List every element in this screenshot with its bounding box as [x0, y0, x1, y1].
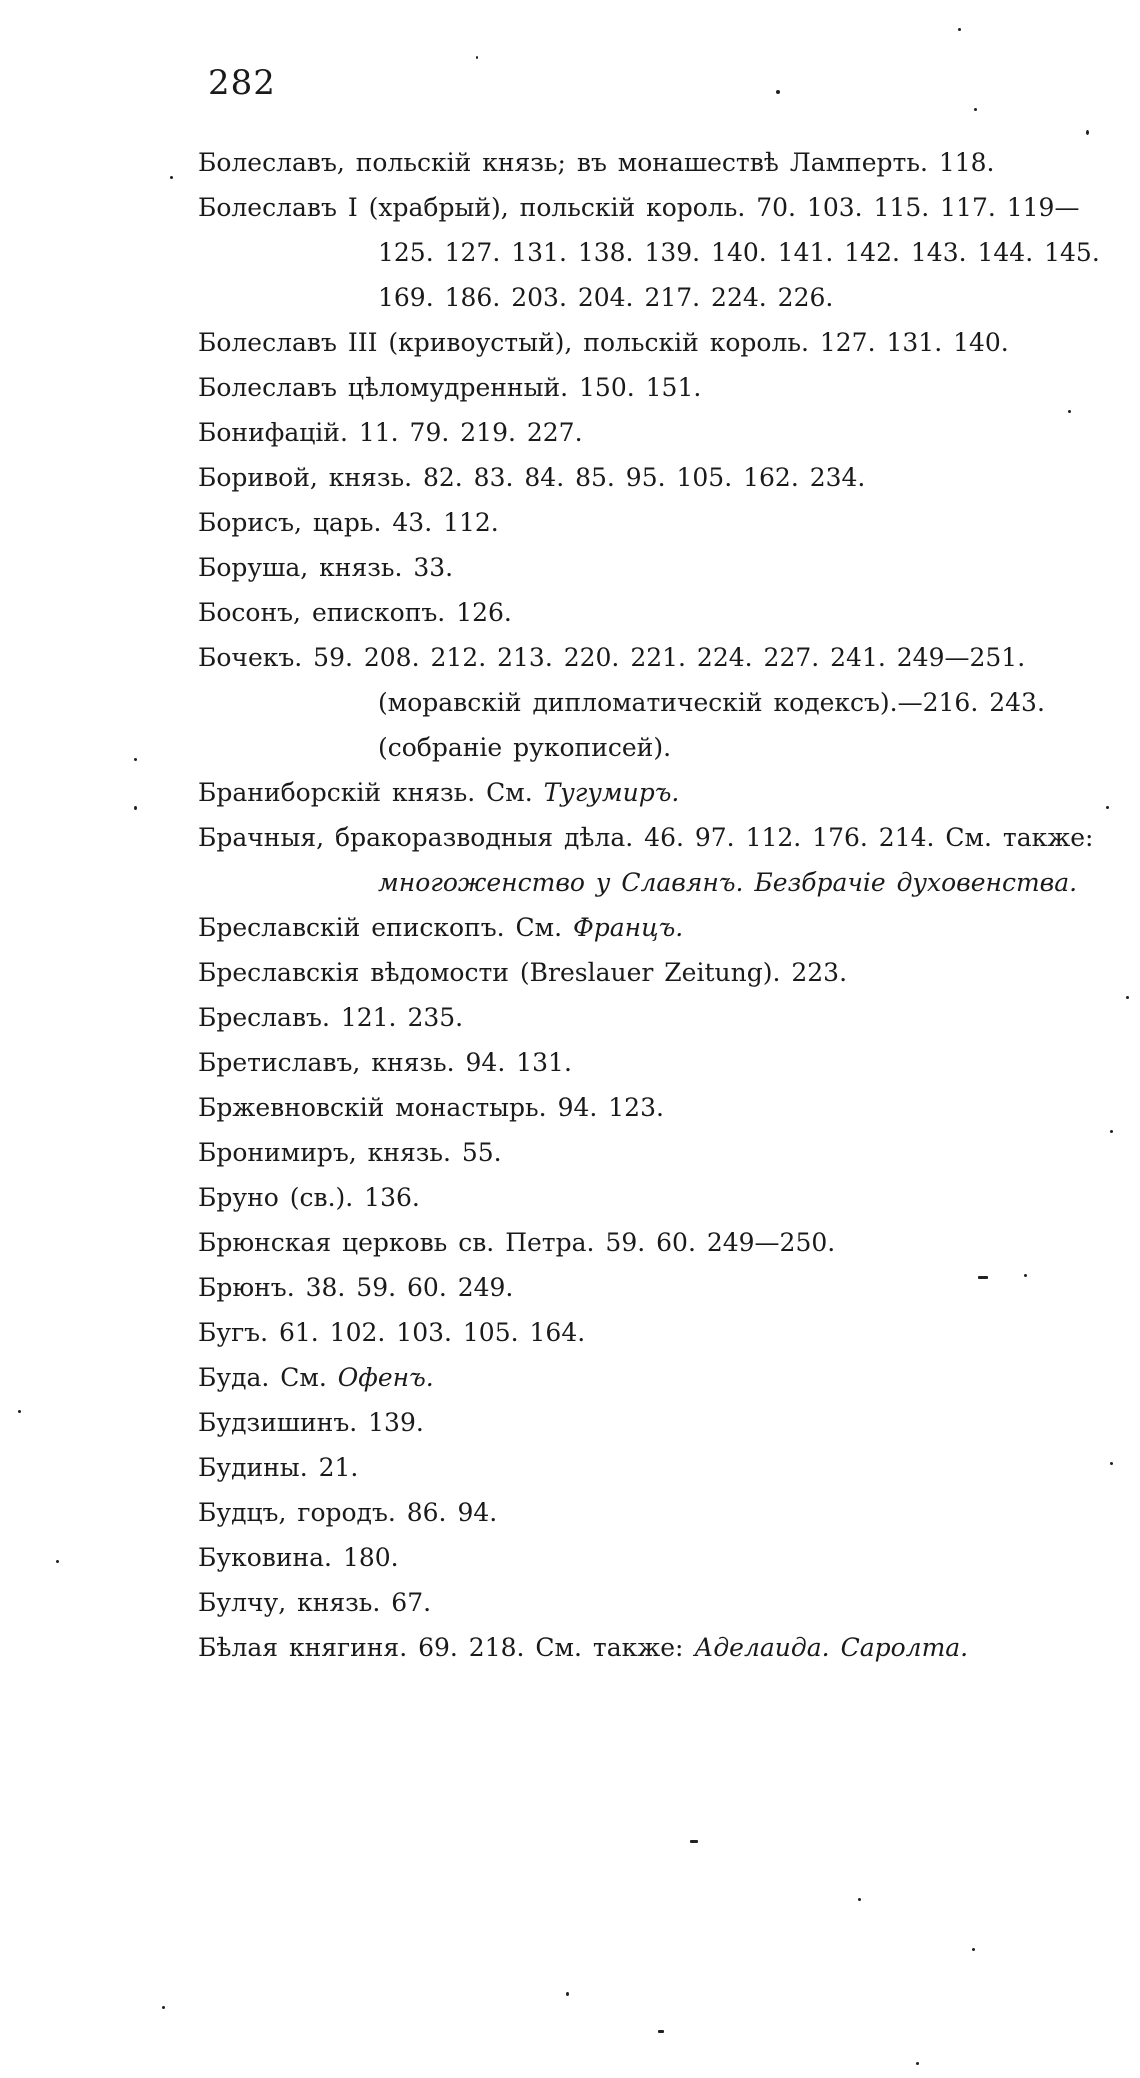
index-entry: Босонъ, епископъ. 126. — [198, 598, 512, 627]
index-entry: Браниборскій князь. См. Тугумиръ. — [198, 778, 680, 807]
index-entry: Будзишинъ. 139. — [198, 1408, 424, 1437]
scan-speck — [1106, 806, 1109, 809]
scan-speck — [1024, 1274, 1027, 1277]
index-entry: Буковина. 180. — [198, 1543, 399, 1572]
index-entry: Бржевновскій монастырь. 94. 123. — [198, 1093, 664, 1122]
scan-speck — [858, 1898, 861, 1901]
scan-speck — [162, 2006, 165, 2009]
index-entry: Бонифацій. 11. 79. 219. 227. — [198, 418, 583, 447]
index-list — [198, 140, 1108, 1670]
index-entry: Бреславскія вѣдомости (Breslauer Zeitung). 223. — [198, 958, 848, 987]
index-entry: Боруша, князь. 33. — [198, 553, 454, 582]
index-entry: Бугъ. 61. 102. 103. 105. 164. — [198, 1318, 586, 1347]
index-entry: Бреславскій епископъ. См. Францъ. — [198, 913, 684, 942]
scan-speck — [1110, 1462, 1113, 1465]
scan-speck — [978, 1276, 988, 1279]
scan-speck — [776, 90, 780, 94]
scan-speck — [170, 176, 173, 179]
scan-speck — [134, 758, 137, 761]
index-entry: Болеславъ I (храбрый), польскій король. 70. 103. 115. 117. 119—125. 127. 131. 138. 139. 140. 141. 142. 143. 144. 145. 169. 186. 203. 204. 217. 224. 226. — [198, 193, 1100, 312]
scan-speck — [690, 1840, 698, 1843]
index-entry: Боривой, князь. 82. 83. 84. 85. 95. 105. 162. 234. — [198, 463, 866, 492]
index-entry: Будины. 21. — [198, 1453, 359, 1482]
scan-speck — [658, 2030, 664, 2033]
scan-speck — [566, 1992, 569, 1996]
index-entry: Брюнская церковь св. Петра. 59. 60. 249—250. — [198, 1228, 836, 1257]
index-entry: Бретиславъ, князь. 94. 131. — [198, 1048, 572, 1077]
scan-speck — [972, 1948, 975, 1951]
scan-speck — [56, 1560, 59, 1563]
index-entry: Бруно (св.). 136. — [198, 1183, 420, 1212]
page-number: 282 — [208, 63, 276, 103]
scan-speck — [1126, 996, 1129, 999]
index-entry: Болеславъ III (кривоустый), польскій король. 127. 131. 140. — [198, 328, 1009, 357]
scan-speck — [1110, 1130, 1113, 1133]
scan-speck — [916, 2062, 919, 2065]
scan-speck — [1068, 410, 1071, 413]
index-entry: Булчу, князь. 67. — [198, 1588, 432, 1617]
index-entry: Бронимиръ, князь. 55. — [198, 1138, 502, 1167]
index-entry: Бочекъ. 59. 208. 212. 213. 220. 221. 224. 227. 241. 249—251. (моравскій дипломатическій кодексъ).—216. 243. (собраніе рукописей). — [198, 643, 1045, 762]
scan-speck — [134, 806, 137, 810]
index-entry: Борисъ, царь. 43. 112. — [198, 508, 499, 537]
scan-speck — [18, 1410, 21, 1413]
index-entry: Буда. См. Офенъ. — [198, 1363, 434, 1392]
index-entry: Брюнъ. 38. 59. 60. 249. — [198, 1273, 514, 1302]
scan-speck — [974, 108, 977, 111]
scan-speck — [476, 56, 478, 59]
index-entry: Бѣлая княгиня. 69. 218. См. также: Аделаида. Саролта. — [198, 1633, 969, 1662]
index-entry: Болеславъ, польскій князь; въ монашествѣ Ламперть. 118. — [198, 148, 995, 177]
scan-speck — [958, 28, 961, 31]
index-entry: Болеславъ цѣломудренный. 150. 151. — [198, 373, 702, 402]
scan-speck — [1086, 130, 1089, 135]
index-entry: Будцъ, городъ. 86. 94. — [198, 1498, 498, 1527]
index-entry: Брачныя, бракоразводныя дѣла. 46. 97. 112. 176. 214. См. также: многоженство у Славянъ. Безбрачіе духовенства. — [198, 823, 1094, 897]
index-entry: Бреславъ. 121. 235. — [198, 1003, 464, 1032]
